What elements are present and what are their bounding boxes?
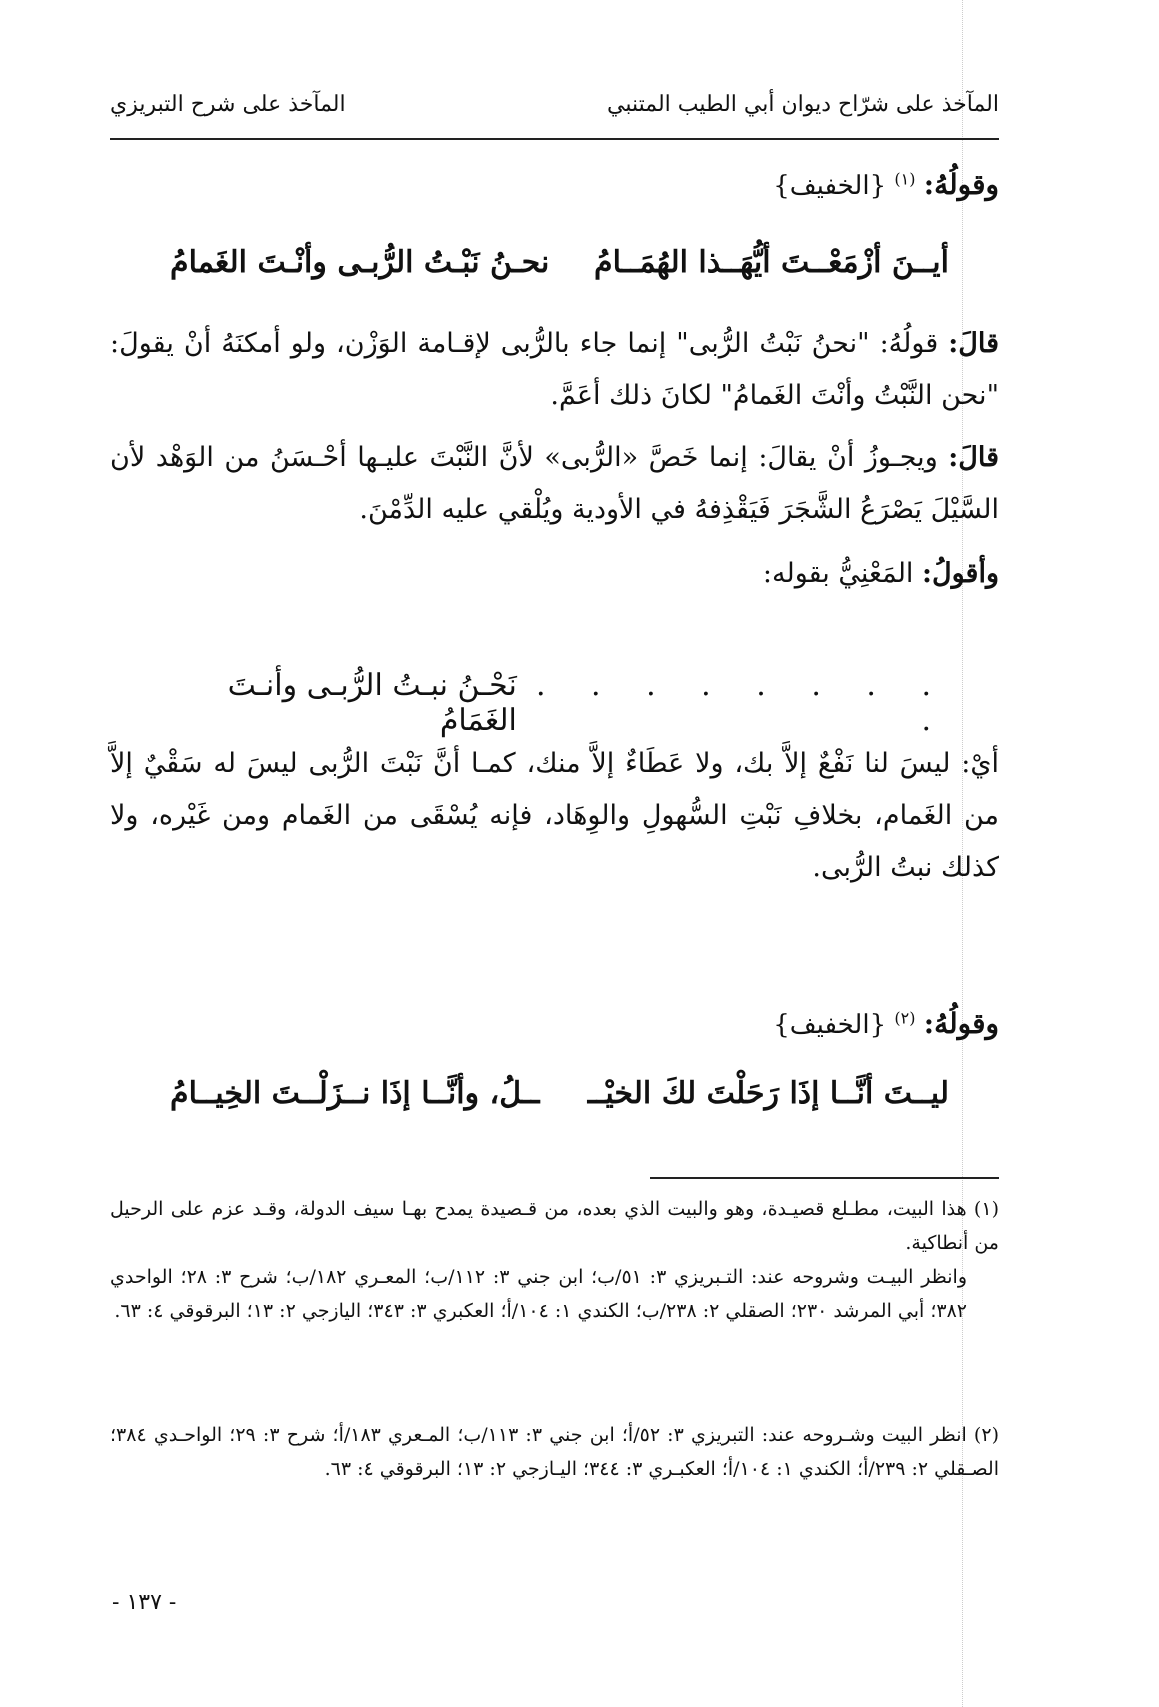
footnote-marker: (١)	[894, 169, 916, 189]
footnote-2	[110, 1418, 999, 1486]
verse-2-ellipsis: . . . . . . . . .	[535, 668, 949, 738]
intro-label: وقولُهُ:	[923, 168, 999, 201]
verse-3-second-hemistich: ــلُ، وأنَّــا إذَا نــزَلْــتَ الخِيــامُ	[170, 1076, 540, 1111]
meter-label: {الخفيف}	[773, 171, 887, 201]
paragraph-3	[110, 548, 999, 600]
paragraph-4-text: أيْ: ليسَ لنا نَفْعٌ إلاَّ بك، ولا عَطَاءٌ إلاَّ منك، كمـا أنَّ نَبْتَ الرُّبى ليسَ له سَقْيٌ إلاَّ من الغَمام، بخلافِ نَبْتِ السُّهولِ والوِهَاد، فإنه يُسْقَى من الغَمام ومن غَيْره، ولا كذلك نبتُ الرُّبى.	[110, 748, 999, 883]
paragraph-4	[110, 738, 999, 894]
paragraph-2-label: قالَ:	[948, 442, 999, 473]
paragraph-1	[110, 318, 999, 422]
section1-intro	[110, 168, 999, 201]
meter-label: {الخفيف}	[773, 1010, 887, 1040]
footnote-1-text: (١) هذا البيت، مطـلع قصيـدة، وهو والبيت الذي بعده، من قـصيدة يمدح بهـا سيف الدولة، وقـد عزم على الرحيل من أنطاكية.	[110, 1198, 999, 1254]
verse-2-second-hemistich: نَحْـنُ نبـتُ الرُّبـى وأنـتَ الغَمَامُ	[227, 668, 517, 738]
footnote-1-references: وانظر البيـت وشروحه عند: التـبريزي ٣: ٥١/ب؛ ابن جني ٣: ١١٢/ب؛ المعـري ١٨٢/ب؛ شرح ٣: ٢٨؛ الواحدي ٣٨٢؛ أبي المرشد ٢٣٠؛ الصقلي ٢: ٢٣٨/ب؛ الكندي ١: ١٠٤/أ؛ العكبري ٣: ٣٤٣؛ اليازجي ٢: ١٣؛ البرقوقي ٤: ٦٣.	[110, 1266, 967, 1322]
paragraph-3-label: وأقولُ:	[922, 558, 999, 589]
paragraph-3-text: المَعْنِيُّ بقوله:	[762, 558, 923, 589]
header-book-title: المآخذ على شرّاح ديوان أبي الطيب المتنبي	[607, 92, 999, 117]
section2-intro	[110, 1007, 999, 1040]
footnote-rule	[650, 1177, 999, 1179]
header-section-title: المآخذ على شرح التبريزي	[110, 92, 346, 117]
footnote-2-text: (٢) انظر البيت وشـروحه عند: التبريزي ٣: ٥٢/أ؛ ابن جني ٣: ١١٣/ب؛ المـعري ١٨٣/أ؛ شرح ٣: ٢٩؛ الواحـدي ٣٨٤؛ الصـقلي ٢: ٢٣٩/أ؛ الكندي ١: ١٠٤/أ؛ العكبـري ٣: ٣٤٤؛ اليـازجي ٢: ١٣؛ البرقوقي ٤: ٦٣.	[110, 1424, 999, 1480]
paragraph-2	[110, 432, 999, 536]
verse-2	[170, 668, 949, 738]
verse-3-first-hemistich: ليــتَ أنَّــا إذَا رَحَلْتَ لكَ الخيْــ	[587, 1076, 949, 1111]
paragraph-1-label: قالَ:	[948, 328, 999, 359]
footnote-1	[110, 1192, 999, 1328]
footnote-marker: (٢)	[894, 1008, 916, 1028]
intro-label: وقولُهُ:	[923, 1007, 999, 1040]
paragraph-1-text: قولُهُ: "نحنُ نَبْتُ الرُّبى" إنما جاء بالرُّبى لإقـامة الوَزْن، ولو أمكنَهُ أنْ يقولَ: "نحن النَّبْتُ وأنْتَ الغَمامُ" لكانَ ذلك أعَمَّ.	[110, 328, 999, 411]
verse-1	[170, 245, 949, 280]
verse-1-first-hemistich: أيــنَ أزْمَعْــتَ أيُّهَــذا الهُمَــامُ	[594, 245, 949, 280]
verse-3	[170, 1076, 949, 1111]
paragraph-2-text: ويجـوزُ أنْ يقالَ: إنما خَصَّ «الرُّبى» لأنَّ النَّبْتَ عليـها أحْـسَنُ من الوَهْد لأن السَّيْلَ يَصْرَعُ الشَّجَرَ فَيَقْذِفهُ في الأودية ويُلْقي عليه الدِّمْنَ.	[110, 442, 999, 525]
verse-1-second-hemistich: نحـنُ نَبْـتُ الرُّبـى وأنْـتَ الغَمامُ	[170, 245, 550, 280]
page-number: - ١٣٧ -	[112, 1590, 177, 1615]
running-header	[110, 92, 999, 132]
header-rule	[110, 138, 999, 140]
